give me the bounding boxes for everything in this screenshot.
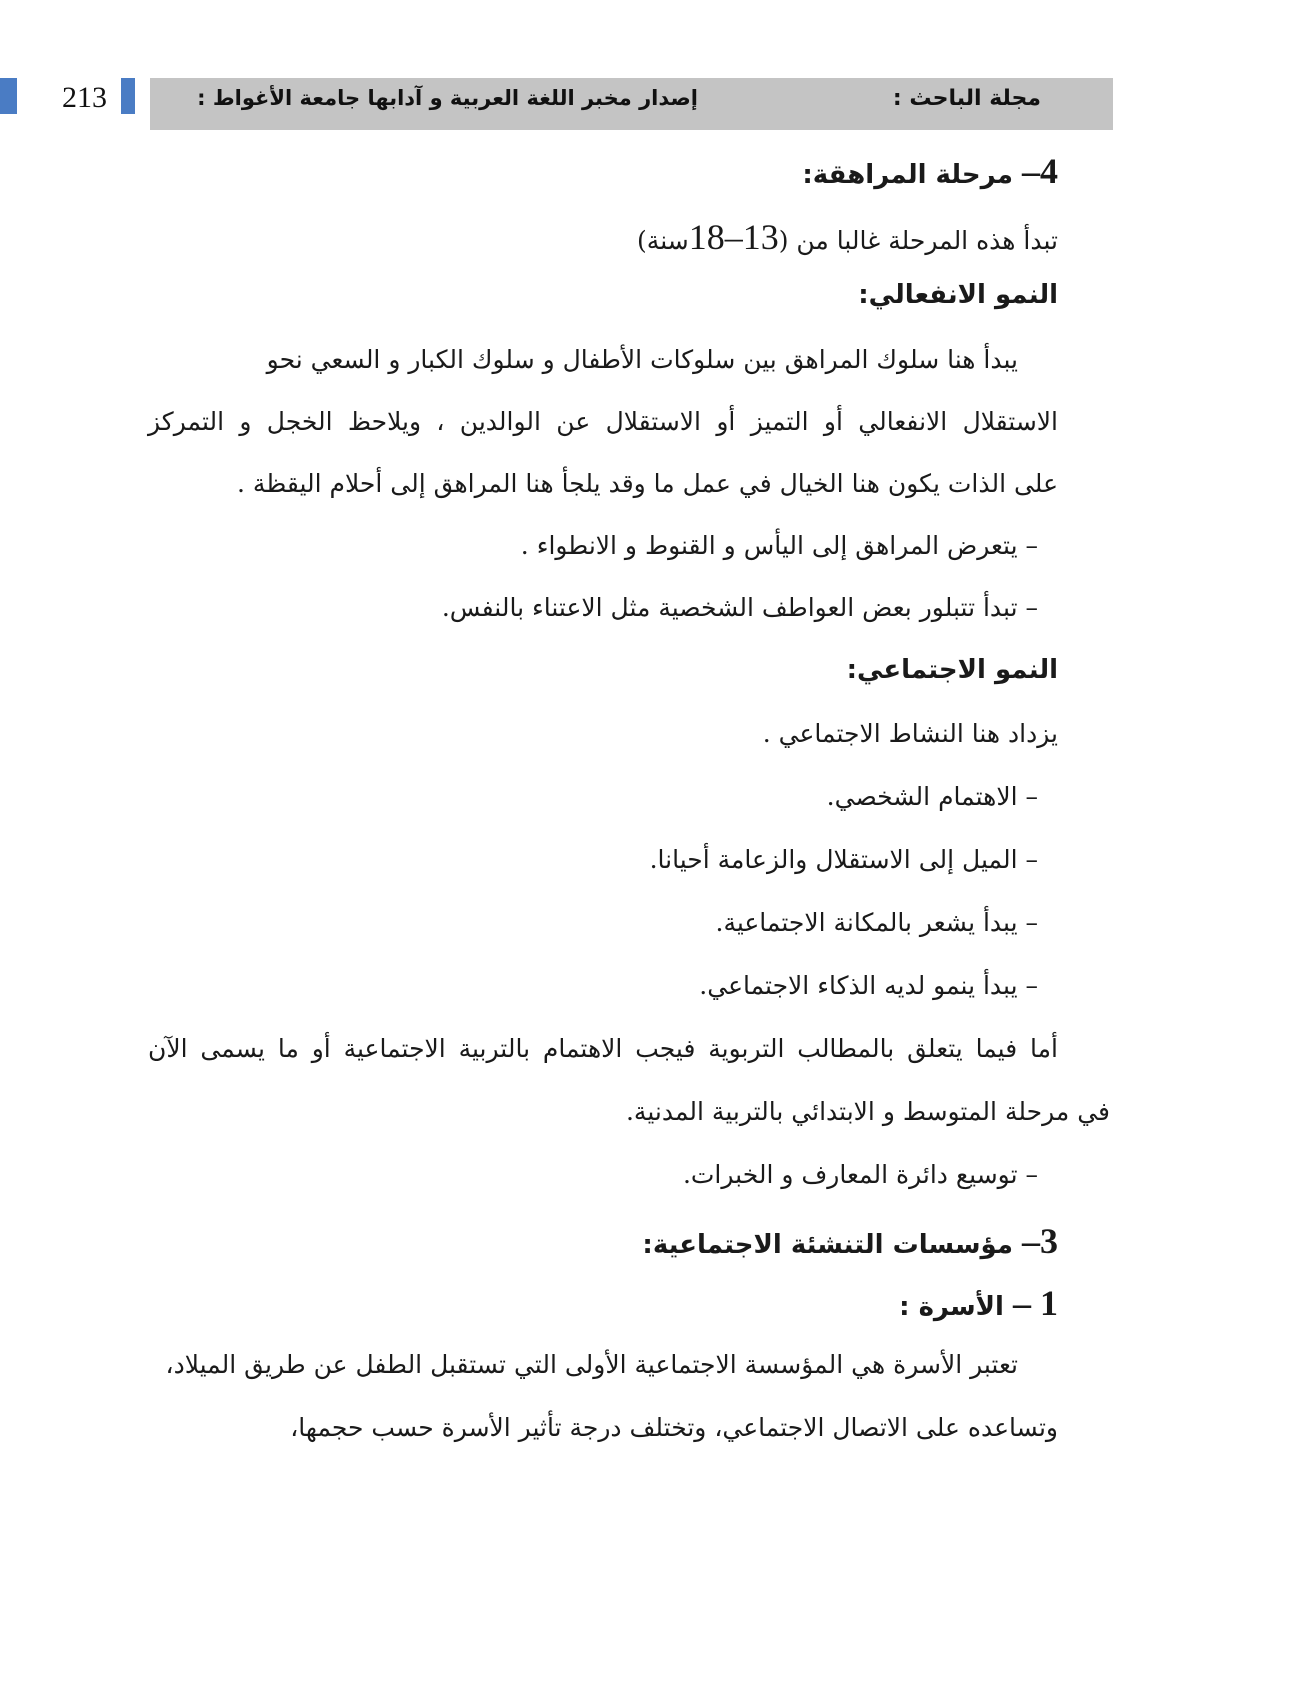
section-number: 4– [1022,151,1058,191]
list-item: – يتعرض المراهق إلى اليأس و القنوط و الانطواء . [520,531,1038,560]
age-range-line [637,216,1058,258]
paragraph-line: يبدأ هنا سلوك المراهق بين سلوكات الأطفال و سلوك الكبار و السعي نحو [266,345,1018,374]
subheading-social: النمو الاجتماعي: [846,655,1058,685]
age-range-text: تبدأ هذه المرحلة غالبا من ( [778,226,1058,255]
page-number: 213 [62,81,107,114]
age-range-unit: سنة) [637,226,689,255]
paragraph-line: على الذات يكون هنا الخيال في عمل ما وقد يلجأ هنا المراهق إلى أحلام اليقظة . [237,469,1058,498]
section-heading-institutions [642,1220,1058,1262]
subheading-family [899,1282,1058,1324]
list-item: – توسيع دائرة المعارف و الخبرات. [682,1160,1038,1189]
list-item: – الميل إلى الاستقلال والزعامة أحيانا. [649,845,1038,874]
subsection-title: الأسرة : [899,1292,1004,1322]
section-title: مؤسسات التنشئة الاجتماعية: [642,1230,1013,1260]
list-item: – يبدأ يشعر بالمكانة الاجتماعية. [715,908,1038,937]
section-number: 3– [1022,1221,1058,1261]
list-item: – الاهتمام الشخصي. [826,782,1038,811]
list-item: – تبدأ تتبلور بعض العواطف الشخصية مثل الاعتناء بالنفس. [441,593,1038,622]
paragraph-line: في مرحلة المتوسط و الابتدائي بالتربية المدنية. [625,1097,1110,1126]
publisher-name: إصدار مخبر اللغة العربية و آدابها جامعة الأغواط : [197,86,698,110]
paragraph-line: الاستقلال الانفعالي أو التميز أو الاستقلال عن الوالدين ، ويلاحظ الخجل و التمركز [148,407,1058,436]
list-item: – يبدأ ينمو لديه الذكاء الاجتماعي. [699,971,1038,1000]
paragraph-line: تعتبر الأسرة هي المؤسسة الاجتماعية الأولى التي تستقبل الطفل عن طريق الميلاد، [165,1350,1018,1379]
journal-name: مجلة الباحث : [892,86,1041,111]
paragraph-line: يزداد هنا النشاط الاجتماعي . [762,719,1058,748]
age-range-numbers: 13–18 [688,217,779,257]
subheading-emotional: النمو الانفعالي: [858,280,1058,310]
section-heading-adolescence [802,150,1058,192]
section-title: مرحلة المراهقة: [802,160,1013,190]
paragraph-line: أما فيما يتعلق بالمطالب التربوية فيجب الاهتمام بالتربية الاجتماعية أو ما يسمى الآن [148,1034,1058,1063]
paragraph-line: وتساعده على الاتصال الاجتماعي، وتختلف درجة تأثير الأسرة حسب حجمها، [290,1413,1058,1442]
subsection-number: 1 – [1013,1283,1058,1323]
